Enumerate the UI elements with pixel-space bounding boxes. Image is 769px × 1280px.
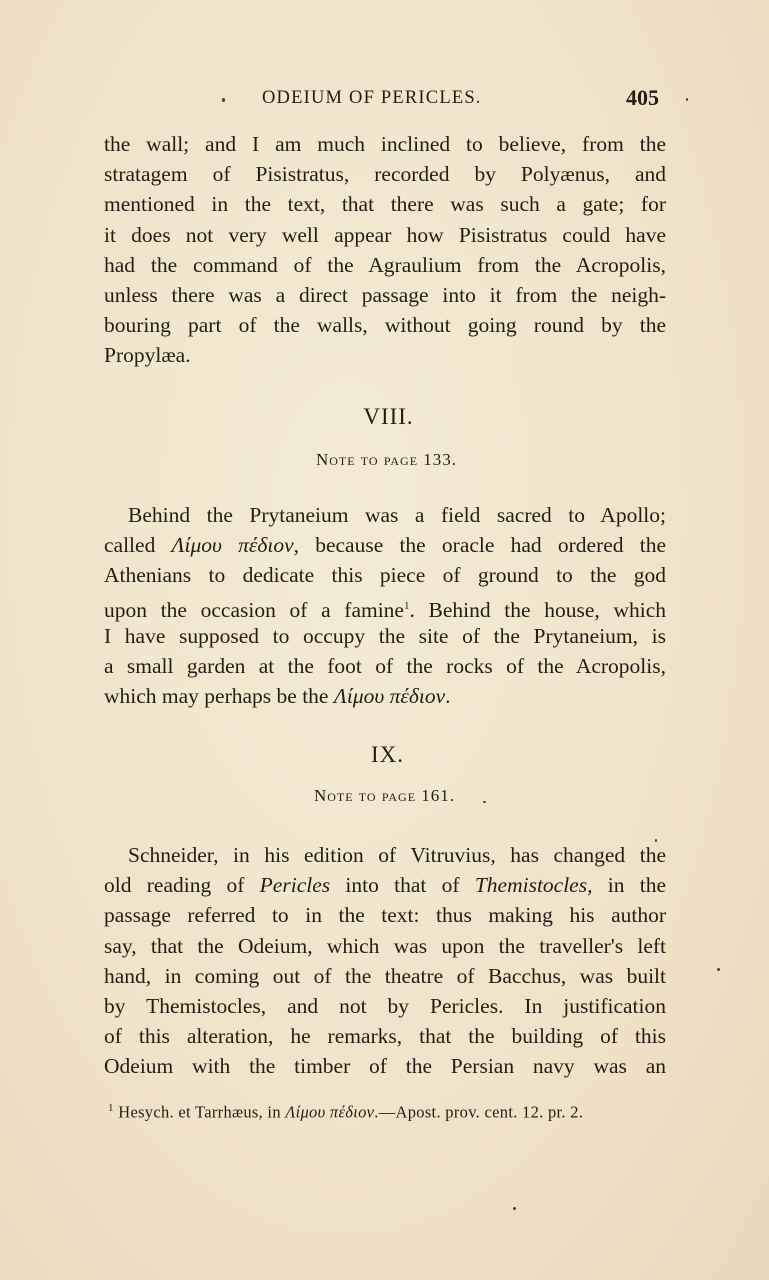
- text-line: [104, 530, 666, 560]
- footnote-marker: 1: [108, 1102, 114, 1114]
- text-line: unless there was a direct passage into it from the neigh-: [104, 282, 666, 307]
- paragraph-section-ix: [104, 840, 666, 1082]
- footnote: [108, 1102, 648, 1123]
- text-line: Behind the Prytaneium was a field sacred to Apollo;: [128, 503, 666, 527]
- running-title: ODEIUM OF PERICLES.: [262, 88, 482, 108]
- paper-speck: [483, 801, 486, 803]
- text-line: Schneider, in his edition of Vitruvius, has changed the: [128, 843, 666, 867]
- text-line: had the command of the Agraulium from the Acropolis,: [104, 252, 666, 277]
- paragraph-section-viii: [104, 500, 666, 711]
- note-heading-ix: Note to page 161.: [313, 786, 456, 805]
- text-segment: old reading of: [104, 873, 245, 898]
- text-line: a small garden at the foot of the rocks of the Acropolis,: [104, 653, 666, 678]
- paper-speck: [655, 839, 657, 842]
- text-line: Athenians to dedicate this piece of ground to the god: [104, 563, 666, 588]
- paper-speck: [222, 98, 225, 102]
- text-line: Odeium with the timber of the Persian navy was an: [104, 1054, 666, 1079]
- text-line: by Themistocles, and not by Pericles. In justification: [104, 993, 666, 1018]
- footnote-text: .—Apost. prov. cent. 12. pr. 2.: [374, 1102, 584, 1122]
- text-line: say, that the Odeium, which was upon the traveller's left: [104, 933, 666, 958]
- text-segment: , because the oracle had ordered the: [293, 533, 667, 558]
- text-segment: called: [104, 533, 156, 558]
- text-line: [104, 870, 666, 900]
- greek-phrase: Λίμου πέδιον: [285, 1102, 375, 1122]
- greek-phrase: Λίμου πέδιον: [333, 684, 446, 709]
- footnote-text: Hesych. et Tarrhæus, in: [118, 1102, 281, 1122]
- paper-speck: [717, 968, 720, 971]
- text-line: bouring part of the walls, without going round by the: [104, 313, 666, 338]
- note-heading-viii: Note to page 133.: [315, 450, 458, 469]
- text-segment: in the: [607, 873, 667, 898]
- greek-phrase: Λίμου πέδιον: [171, 533, 294, 558]
- footnote-reference: 1: [403, 599, 410, 612]
- text-segment: into that of: [345, 873, 460, 898]
- italic-name: Pericles: [259, 873, 331, 898]
- text-line: of this alteration, he remarks, that the building of this: [104, 1024, 666, 1049]
- page-header: [0, 86, 769, 116]
- paper-speck: [513, 1207, 516, 1210]
- text-line: [104, 591, 666, 621]
- text-segment: upon the occasion of a famine: [104, 597, 404, 622]
- text-line: Propylæa.: [104, 343, 191, 368]
- page-number: 405: [626, 85, 659, 110]
- text-segment: .: [445, 684, 451, 709]
- text-segment: . Behind the house, which: [409, 597, 666, 622]
- section-number-viii: VIII.: [363, 404, 414, 429]
- text-line: [104, 681, 666, 711]
- text-line: hand, in coming out of the theatre of Bacchus, was built: [104, 963, 666, 988]
- paper-speck: [686, 98, 688, 101]
- section-number-ix: IX.: [370, 742, 405, 767]
- text-line: it does not very well appear how Pisistratus could have: [104, 222, 666, 247]
- text-line: I have supposed to occupy the site of the Prytaneium, is: [104, 623, 666, 648]
- text-segment: which may perhaps be the: [104, 684, 329, 709]
- text-line: the wall; and I am much inclined to believe, from the: [104, 132, 666, 156]
- italic-name: Themistocles,: [474, 873, 593, 898]
- paragraph-continuation: [104, 129, 666, 371]
- text-line: stratagem of Pisistratus, recorded by Polyænus, and: [104, 162, 666, 187]
- text-line: mentioned in the text, that there was such a gate; for: [104, 192, 666, 217]
- text-line: passage referred to in the text: thus making his author: [104, 903, 666, 928]
